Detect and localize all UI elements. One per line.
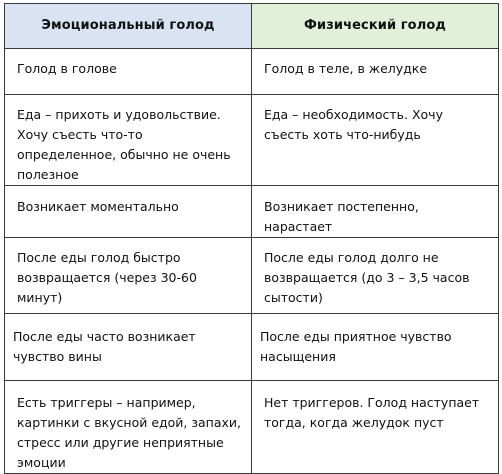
cell-emotional — [5, 95, 252, 186]
cell-text: После еды голод долго не возвращается (до 3 – 3,5 часов сытости) — [264, 250, 470, 305]
table-row — [5, 95, 499, 186]
table-row — [5, 314, 499, 381]
cell-text: Есть триггеры – например, картинки с вкусной едой, запахи, стресс или другие неприятные эмоции — [17, 395, 242, 470]
table-row — [5, 238, 499, 314]
cell-text: Еда – прихоть и удовольствие. Хочу съесть что-то определенное, обычно не очень полезное — [17, 107, 231, 182]
cell-emotional — [5, 314, 252, 381]
cell-emotional — [5, 49, 252, 95]
cell-text: После еды часто возникает чувство вины — [13, 329, 196, 364]
cell-text: После еды приятное чувство насыщения — [260, 329, 452, 364]
cell-text: После еды голод быстро возвращается (через 30-60 минут) — [17, 250, 197, 305]
cell-physical — [252, 95, 499, 186]
cell-physical — [252, 314, 499, 381]
header-physical-hunger: Физический голод — [252, 4, 499, 49]
cell-physical — [252, 49, 499, 95]
cell-text: Еда – необходимость. Хочу съесть хоть что-нибудь — [264, 107, 443, 142]
cell-physical — [252, 381, 499, 474]
table-row — [5, 186, 499, 238]
comparison-table — [4, 3, 499, 474]
table-row — [5, 49, 499, 95]
cell-physical — [252, 186, 499, 238]
cell-physical — [252, 238, 499, 314]
cell-emotional — [5, 238, 252, 314]
cell-text: Возникает моментально — [17, 199, 179, 214]
table-header-row — [5, 4, 499, 49]
cell-text: Голод в голове — [17, 61, 117, 76]
cell-text: Голод в теле, в желудке — [264, 61, 428, 76]
cell-emotional — [5, 186, 252, 238]
cell-emotional — [5, 381, 252, 474]
header-emotional-hunger: Эмоциональный голод — [5, 4, 252, 49]
cell-text: Возникает постепенно, нарастает — [264, 199, 419, 234]
table-row — [5, 381, 499, 474]
cell-text: Нет триггеров. Голод наступает тогда, когда желудок пуст — [264, 395, 480, 430]
